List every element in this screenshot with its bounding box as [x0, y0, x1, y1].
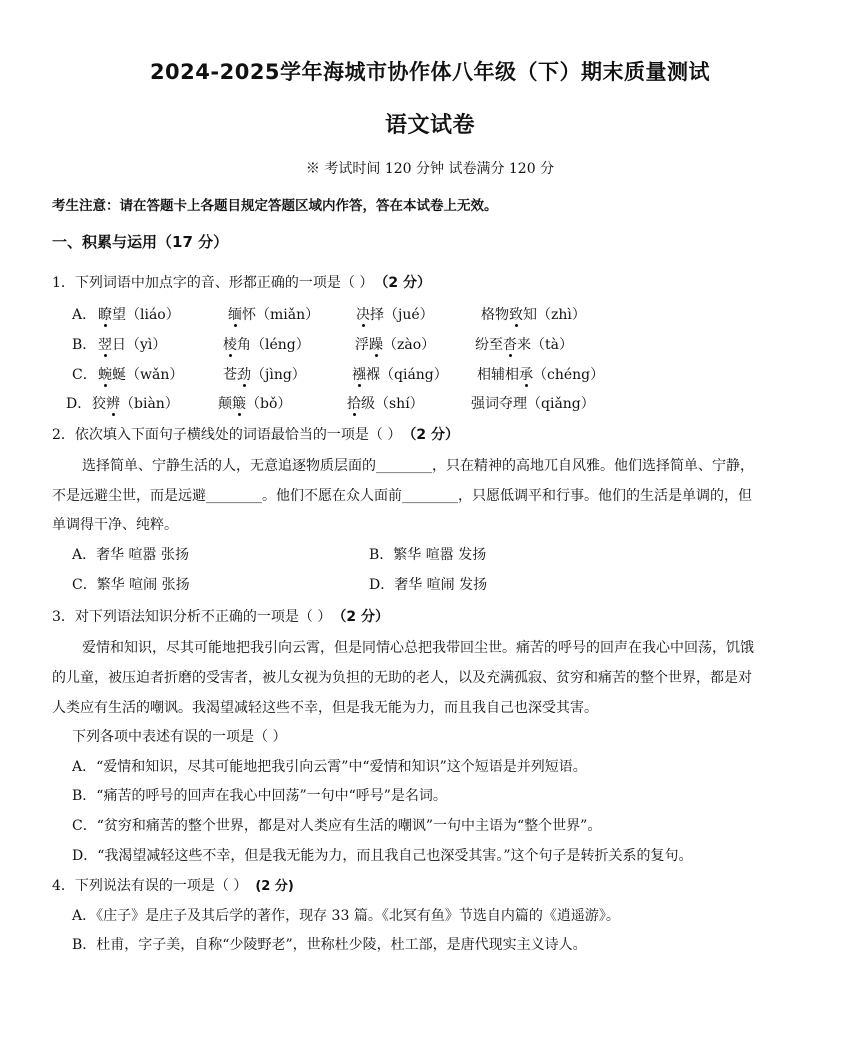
question-3-text: 3．对下列语法知识分析不正确的一项是（ ）: [52, 609, 332, 625]
q1-d-w3-rest: 级（shí）: [361, 396, 424, 412]
question-4-score: (2 分): [255, 879, 294, 894]
q1-option-b-word3: [355, 335, 435, 355]
q1-option-d-word2: [218, 394, 291, 414]
q1-option-d-word4: [471, 394, 595, 414]
q4-option-a: A．《庄子》是庄子及其后学的著作，现存 33 篇。《北冥有鱼》节选自内篇的《逍遥游》。: [72, 908, 620, 924]
q3-sub-stem: 下列各项中表述有误的一项是（ ）: [72, 729, 287, 745]
dot-mark: 决: [356, 307, 370, 323]
q1-d-w2-pre: 颠: [218, 396, 232, 412]
q1-option-c-word3: [352, 365, 448, 385]
dot-mark: 缅: [228, 307, 242, 323]
dot-mark: 承: [519, 367, 533, 383]
question-2-stem: [52, 425, 459, 445]
q1-c-w4-rest: （chéng）: [533, 367, 605, 383]
dot-mark: 沓: [503, 337, 517, 353]
q3-passage-line-3: 人类应有生活的嘲讽。我渴望减轻这些不幸，但是我无能为力，而且我自己也深受其害。: [52, 700, 598, 716]
question-1-text: 1．下列词语中加点字的音、形都正确的一项是（ ）: [52, 275, 374, 291]
q1-c-w3-rest: 褓（qiáng）: [366, 367, 448, 383]
q1-b-w3-rest: （zào）: [383, 337, 436, 353]
exam-subtitle: 语文试卷: [384, 113, 475, 138]
q1-a-w4-rest: 知（zhì）: [523, 307, 586, 323]
q1-option-c-label: C．: [72, 367, 97, 383]
dot-mark: 躁: [369, 337, 383, 353]
q2-option-c: C．繁华 喧闹 张扬: [72, 577, 190, 593]
question-3-stem: [52, 607, 389, 627]
q1-d-w2-rest: （bǒ）: [246, 396, 292, 412]
q1-b-w2-rest: 角（léng）: [237, 337, 310, 353]
q1-a-w3-rest: 择（jué）: [370, 307, 434, 323]
q1-a-w2-rest: 怀（miǎn）: [242, 307, 320, 323]
q1-a-w1-rest: 望（liáo）: [112, 307, 180, 323]
q2-option-a: A．奢华 喧嚣 张扬: [72, 547, 190, 563]
q1-b-w4-rest: 来（tà）: [517, 337, 573, 353]
q1-option-a-word3: [356, 305, 434, 325]
dot-mark: 蜿: [98, 367, 112, 383]
dot-mark: 瞭: [98, 307, 112, 323]
dot-mark: 簸: [232, 396, 246, 412]
q1-b-w4-pre: 纷至: [475, 337, 503, 353]
q1-option-a-label: A．: [72, 307, 97, 323]
question-3-score: （2 分）: [339, 609, 389, 625]
dot-mark: 襁: [352, 367, 366, 383]
dot-mark: 辨: [106, 396, 120, 412]
q1-a-w4-pre: 格物: [481, 307, 509, 323]
q1-option-a-word1: [98, 305, 180, 325]
q1-option-a-word2: [228, 305, 319, 325]
q1-d-w1-pre: 狡: [92, 396, 106, 412]
q3-option-a: A．“爱情和知识，尽其可能地把我引向云霄”中“爱情和知识”这个短语是并列短语。: [72, 759, 587, 775]
q1-b-w1-rest: 日（yì）: [112, 337, 167, 353]
q3-option-c: C．“贫穷和痛苦的整个世界，都是对人类应有生活的嘲讽”一句中主语为“整个世界”。: [72, 818, 602, 834]
q1-option-d-word1: [92, 394, 179, 414]
q1-d-w4-rest: （qiǎng）: [527, 396, 595, 412]
dot-mark: 棱: [223, 337, 237, 353]
exam-title: 2024-2025学年海城市协作体八年级（下）期末质量测试: [149, 60, 711, 84]
q1-option-b-word1: [98, 335, 166, 355]
q3-option-d: D．“我渴望减轻这些不幸，但是我无能为力，而且我自己也深受其害。”这个句子是转折关系的复句。: [72, 848, 693, 864]
q3-passage-line-2: 的儿童，被压迫者折磨的受害者，被儿女视为负担的无助的老人，以及充满孤寂、贫穷和痛苦的整个世界，都是对: [52, 670, 752, 686]
q1-option-b-label: B．: [72, 337, 97, 353]
q2-passage-line-1: 选择简单、宁静生活的人，无意追逐物质层面的________，只在精神的高地兀自风雅。他们选择简单、宁静，: [82, 458, 754, 474]
q2-passage-line-3: 单调得干净、纯粹。: [52, 517, 178, 533]
q1-d-w4-pre: 强词夺理: [471, 396, 527, 412]
question-1-score: （2 分）: [381, 275, 431, 291]
q1-c-w2-rest: （jìng）: [251, 367, 306, 383]
dot-mark: 拾: [347, 396, 361, 412]
q3-passage-line-1: 爱情和知识，尽其可能地把我引向云霄，但是同情心总把我带回尘世。痛苦的呼号的回声在我心中回荡，饥饿: [82, 640, 754, 656]
question-4-stem: [52, 876, 294, 897]
q1-option-b-word2: [223, 335, 310, 355]
q1-option-c-word1: [98, 365, 183, 385]
dot-mark: 致: [509, 307, 523, 323]
q1-option-b-word4: [475, 335, 573, 355]
dot-mark: 翌: [98, 337, 112, 353]
q1-d-w1-rest: （biàn）: [120, 396, 179, 412]
q2-option-b: B．繁华 喧嚣 发扬: [369, 547, 487, 563]
question-4-text: 4．下列说法有误的一项是（ ）: [52, 878, 248, 894]
question-2-text: 2．依次填入下面句子横线处的词语最恰当的一项是（ ）: [52, 427, 402, 443]
q2-passage-line-2: 不是远避尘世，而是远避________。他们不愿在众人面前________，只愿低调平和行事。他们的生活是单调的，但: [52, 488, 752, 504]
q1-option-a-word4: [481, 305, 586, 325]
q4-option-b: B．杜甫，字子美，自称“少陵野老”，世称杜少陵，杜工部，是唐代现实主义诗人。: [72, 937, 587, 953]
question-1-stem: [52, 273, 431, 293]
q1-option-d-word3: [347, 394, 424, 414]
q3-option-b: B．“痛苦的呼号的回声在我心中回荡”一句中“呼号”是名词。: [72, 788, 447, 804]
q1-c-w4-pre: 相辅相: [477, 367, 519, 383]
q2-option-d: D．奢华 喧闹 发扬: [369, 577, 488, 593]
exam-info: ※ 考试时间 120 分钟 试卷满分 120 分: [305, 161, 555, 177]
q1-c-w2-pre: 苍: [223, 367, 237, 383]
exam-notice: 考生注意：请在答题卡上各题目规定答题区域内作答，答在本试卷上无效。: [52, 198, 498, 214]
q1-option-c-word4: [477, 365, 604, 385]
section-heading: 一、积累与运用（17 分）: [52, 233, 229, 251]
question-2-score: （2 分）: [409, 427, 459, 443]
q1-c-w1-rest: 蜒（wǎn）: [112, 367, 184, 383]
dot-mark: 劲: [237, 367, 251, 383]
q1-option-d-label: D．: [66, 396, 92, 412]
q1-b-w3-pre: 浮: [355, 337, 369, 353]
q1-option-c-word2: [223, 365, 306, 385]
